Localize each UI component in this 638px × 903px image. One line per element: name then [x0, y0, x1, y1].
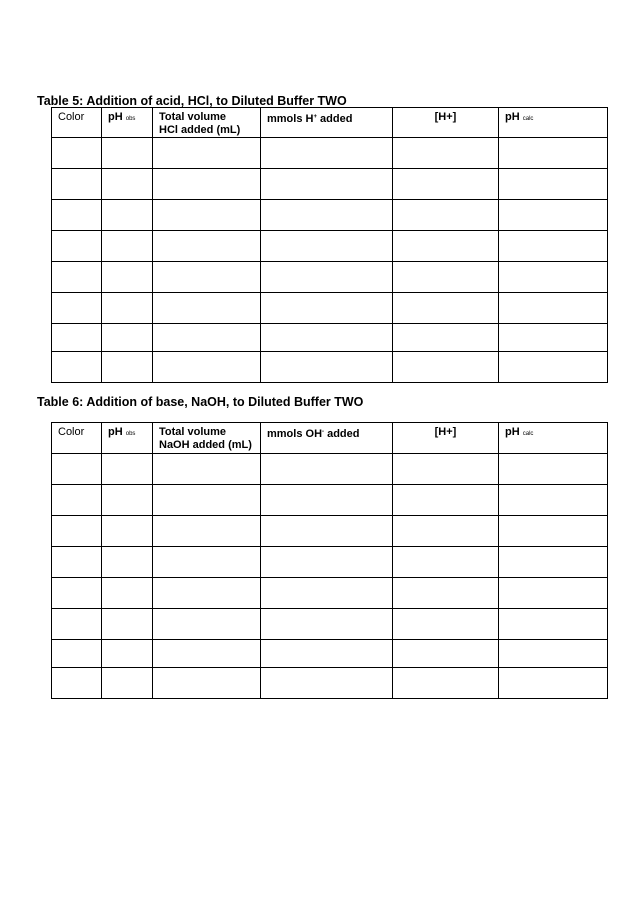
- table6-header-mmols: mmols OH- added: [261, 423, 393, 454]
- table5-cell[interactable]: [393, 324, 499, 352]
- table6-cell[interactable]: [393, 578, 499, 609]
- table5-header-total-volume: Total volume HCl added (mL): [153, 108, 261, 138]
- table5-cell[interactable]: [393, 231, 499, 262]
- table6-header-ph-obs: pH obs: [102, 423, 153, 454]
- table6-cell[interactable]: [52, 668, 102, 699]
- table6-cell[interactable]: [52, 547, 102, 578]
- table5-header-color: Color: [52, 108, 102, 138]
- table5-cell[interactable]: [52, 262, 102, 293]
- table5-cell[interactable]: [153, 138, 261, 169]
- table6-cell[interactable]: [52, 516, 102, 547]
- table6-row: [52, 578, 608, 609]
- table5-cell[interactable]: [102, 324, 153, 352]
- table6-cell[interactable]: [393, 640, 499, 668]
- table6-title: Table 6: Addition of base, NaOH, to Diluted Buffer TWO: [37, 395, 364, 409]
- table5-cell[interactable]: [52, 138, 102, 169]
- table6-cell[interactable]: [499, 640, 608, 668]
- table5-row: [52, 200, 608, 231]
- table6-cell[interactable]: [261, 516, 393, 547]
- table5-row: [52, 293, 608, 324]
- table6-row: [52, 668, 608, 699]
- table6-row: [52, 609, 608, 640]
- table6: [51, 422, 608, 699]
- table5-cell[interactable]: [499, 231, 608, 262]
- table6-header-h-conc: [H+]: [393, 423, 499, 454]
- table6-cell[interactable]: [261, 609, 393, 640]
- table5-cell[interactable]: [393, 200, 499, 231]
- table6-row: [52, 485, 608, 516]
- table5-cell[interactable]: [261, 138, 393, 169]
- table6-row: [52, 516, 608, 547]
- table5-cell[interactable]: [102, 293, 153, 324]
- table5-cell[interactable]: [261, 169, 393, 200]
- table5-cell[interactable]: [102, 262, 153, 293]
- table5-cell[interactable]: [393, 352, 499, 383]
- table5-cell[interactable]: [52, 352, 102, 383]
- table5-row: [52, 231, 608, 262]
- table5-cell[interactable]: [153, 293, 261, 324]
- table6-cell[interactable]: [261, 485, 393, 516]
- table5-cell[interactable]: [499, 293, 608, 324]
- table5-cell[interactable]: [261, 352, 393, 383]
- table5-cell[interactable]: [499, 169, 608, 200]
- table6-cell[interactable]: [393, 668, 499, 699]
- table5-cell[interactable]: [261, 293, 393, 324]
- table6-row: [52, 640, 608, 668]
- table5-cell[interactable]: [499, 262, 608, 293]
- table6-cell[interactable]: [102, 609, 153, 640]
- table5-title: Table 5: Addition of acid, HCl, to Diluted Buffer TWO: [37, 94, 347, 108]
- table6-cell[interactable]: [102, 668, 153, 699]
- table6-cell[interactable]: [261, 640, 393, 668]
- table5-cell[interactable]: [499, 324, 608, 352]
- table6-header-row: [52, 423, 608, 454]
- table6-cell[interactable]: [153, 454, 261, 485]
- table5-cell[interactable]: [102, 352, 153, 383]
- table5-cell[interactable]: [393, 169, 499, 200]
- table6-cell[interactable]: [499, 547, 608, 578]
- table6-cell[interactable]: [102, 516, 153, 547]
- table6-cell[interactable]: [52, 485, 102, 516]
- table5-cell[interactable]: [393, 138, 499, 169]
- table6-cell[interactable]: [393, 454, 499, 485]
- table5-cell[interactable]: [52, 200, 102, 231]
- table6-cell[interactable]: [393, 485, 499, 516]
- table6-cell[interactable]: [153, 547, 261, 578]
- table5-header-ph-calc: pH calc: [499, 108, 608, 138]
- table6-cell[interactable]: [102, 485, 153, 516]
- table5-row: [52, 138, 608, 169]
- table6-row: [52, 454, 608, 485]
- table5: [51, 107, 608, 383]
- table6-cell[interactable]: [261, 668, 393, 699]
- table6-row: [52, 547, 608, 578]
- table6-cell[interactable]: [499, 516, 608, 547]
- table5-cell[interactable]: [153, 324, 261, 352]
- table6-cell[interactable]: [52, 609, 102, 640]
- table5-cell[interactable]: [102, 231, 153, 262]
- table5-cell[interactable]: [153, 352, 261, 383]
- table5-cell[interactable]: [261, 200, 393, 231]
- table5-cell[interactable]: [52, 169, 102, 200]
- table5-row: [52, 352, 608, 383]
- table6-cell[interactable]: [102, 547, 153, 578]
- table6-cell[interactable]: [52, 578, 102, 609]
- table6-header-total-volume: Total volume NaOH added (mL): [153, 423, 261, 454]
- table5-cell[interactable]: [102, 200, 153, 231]
- table5-cell[interactable]: [153, 231, 261, 262]
- table5-row: [52, 262, 608, 293]
- table5-cell[interactable]: [393, 262, 499, 293]
- table6-cell[interactable]: [261, 454, 393, 485]
- table6-cell[interactable]: [499, 668, 608, 699]
- table6-cell[interactable]: [102, 454, 153, 485]
- table5-cell[interactable]: [153, 200, 261, 231]
- table5-header-mmols: mmols H+ added: [261, 108, 393, 138]
- table6-cell[interactable]: [102, 578, 153, 609]
- table5-cell[interactable]: [499, 352, 608, 383]
- table6-cell[interactable]: [499, 578, 608, 609]
- table6-cell[interactable]: [261, 547, 393, 578]
- table6-cell[interactable]: [52, 640, 102, 668]
- table5-cell[interactable]: [102, 138, 153, 169]
- table6-cell[interactable]: [153, 516, 261, 547]
- table6-cell[interactable]: [499, 485, 608, 516]
- table5-cell[interactable]: [261, 262, 393, 293]
- table5-header-row: [52, 108, 608, 138]
- table5-cell[interactable]: [102, 169, 153, 200]
- table5-cell[interactable]: [261, 231, 393, 262]
- table6-header-color: Color: [52, 423, 102, 454]
- table5-cell[interactable]: [261, 324, 393, 352]
- table6-cell[interactable]: [52, 454, 102, 485]
- table5-cell[interactable]: [52, 231, 102, 262]
- table6-cell[interactable]: [153, 485, 261, 516]
- table6-cell[interactable]: [153, 640, 261, 668]
- table6-cell[interactable]: [153, 609, 261, 640]
- table6-cell[interactable]: [261, 578, 393, 609]
- table5-cell[interactable]: [52, 324, 102, 352]
- table5-cell[interactable]: [153, 169, 261, 200]
- table5-cell[interactable]: [153, 262, 261, 293]
- table5-header-h-conc: [H+]: [393, 108, 499, 138]
- table6-cell[interactable]: [153, 668, 261, 699]
- table6-cell[interactable]: [393, 609, 499, 640]
- table5-row: [52, 324, 608, 352]
- table6-cell[interactable]: [102, 640, 153, 668]
- table6-header-ph-calc: pH calc: [499, 423, 608, 454]
- table6-cell[interactable]: [153, 578, 261, 609]
- table6-cell[interactable]: [393, 547, 499, 578]
- table6-cell[interactable]: [499, 454, 608, 485]
- table5-header-ph-obs: pH obs: [102, 108, 153, 138]
- table5-cell[interactable]: [499, 138, 608, 169]
- table5-cell[interactable]: [393, 293, 499, 324]
- table5-row: [52, 169, 608, 200]
- table6-cell[interactable]: [499, 609, 608, 640]
- table5-cell[interactable]: [499, 200, 608, 231]
- table5-cell[interactable]: [52, 293, 102, 324]
- table6-cell[interactable]: [393, 516, 499, 547]
